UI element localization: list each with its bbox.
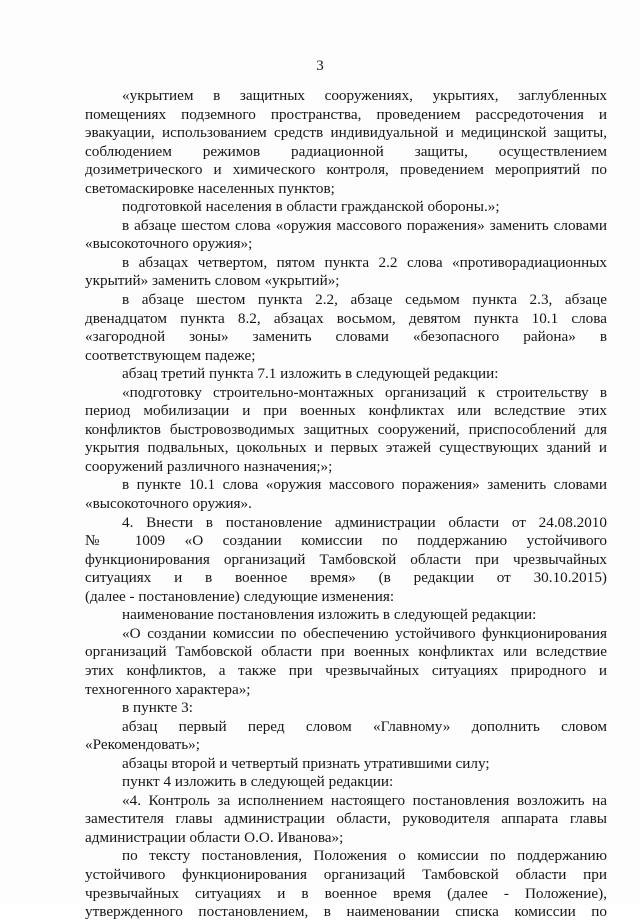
text-line: соблюдением режимов радиационной защиты, осуществлением <box>85 142 607 160</box>
text-line: «О создании комиссии по обеспечению устойчивого функционирования <box>122 624 607 642</box>
text-line: утвержденного постановлением, в наименовании списка комиссии по <box>85 903 607 921</box>
text-line: администрации области О.О. Иванова»; <box>85 828 344 846</box>
text-line: укрытий» заменить словом «укрытий»; <box>85 272 340 290</box>
text-line: этих конфликтов, а также при чрезвычайных ситуациях природного и <box>85 661 607 679</box>
text-line: в пункте 10.1 слова «оружия массового поражения» заменить словами <box>122 476 607 494</box>
text-line: дозиметрического и химического контроля, проведением мероприятий по <box>85 161 607 179</box>
text-line: «4. Контроль за исполнением настоящего постановления возложить на <box>122 791 607 809</box>
text-line: функционирования организаций Тамбовской области при чрезвычайных <box>85 550 607 568</box>
text-line: в абзаце шестом слова «оружия массового поражения» заменить словами <box>122 216 607 234</box>
text-line: период мобилизации и при военных конфликтах или вследствие этих <box>85 402 607 420</box>
text-line: сооружений различного назначения;»; <box>85 457 333 475</box>
text-line: устойчивого функционирования организаций Тамбовской области при <box>85 865 607 883</box>
text-line: «высокоточного оружия»; <box>85 235 253 253</box>
text-line: светомаскировке населенных пунктов; <box>85 179 335 197</box>
text-line: абзацы второй и четвертый признать утратившими силу; <box>122 754 490 772</box>
text-line: «высокоточного оружия». <box>85 495 252 513</box>
text-line: пункт 4 изложить в следующей редакции: <box>122 773 394 791</box>
text-line: «укрытием в защитных сооружениях, укрытиях, заглубленных <box>122 87 607 104</box>
text-line: «подготовку строительно-монтажных организаций к строительству в <box>122 383 607 401</box>
text-line: «Рекомендовать»; <box>85 736 200 754</box>
text-line: 4. Внести в постановление администрации области от 24.08.2010 <box>122 513 607 531</box>
text-line: наименование постановления изложить в следующей редакции: <box>122 606 537 624</box>
text-line: ситуациях и в военное время» (в редакции от 30.10.2015) <box>85 569 607 587</box>
text-line: конфликтов быстровозводимых защитных сооружений, приспособлений для <box>85 420 607 438</box>
text-line: в пункте 3: <box>122 699 193 717</box>
text-line: двенадцатом пункта 8.2, абзацах восьмом, девятом пункта 10.1 слова <box>85 309 607 327</box>
text-line: техногенного характера»; <box>85 680 251 698</box>
text-line: по тексту постановления, Положения о комиссии по поддержанию <box>122 847 607 865</box>
text-line: соответствующем падеже; <box>85 346 256 364</box>
text-line: заместителя главы администрации области, руководителя аппарата главы <box>85 810 607 828</box>
text-line: укрытия подвальных, цокольных и первых этажей существующих зданий и <box>85 439 607 457</box>
text-line: подготовкой населения в области гражданской обороны.»; <box>122 198 500 216</box>
document-body <box>85 87 607 922</box>
text-line: абзац первый перед словом «Главному» дополнить словом <box>122 717 607 735</box>
text-line: эвакуации, использованием средств индивидуальной и медицинской защиты, <box>85 124 607 142</box>
text-line: организаций Тамбовской области при военных конфликтах или вследствие <box>85 643 607 661</box>
text-line: «загородной зоны» заменить словами «безопасного района» в <box>85 328 607 346</box>
page-number: 3 <box>316 58 324 74</box>
text-line: чрезвычайных ситуациях и в военное время (далее - Положение), <box>85 884 607 902</box>
text-line: абзац третий пункта 7.1 изложить в следующей редакции: <box>122 365 499 383</box>
text-line: помещениях подземного пространства, проведением рассредоточения и <box>85 105 607 123</box>
text-line: в абзацах четвертом, пятом пункта 2.2 слова «противорадиационных <box>122 253 607 271</box>
text-line: (далее - постановление) следующие изменения: <box>85 587 395 605</box>
text-line: № 1009 «О создании комиссии по поддержанию устойчивого <box>85 532 607 550</box>
text-line: в абзаце шестом пункта 2.2, абзаце седьмом пункта 2.3, абзаце <box>122 291 607 309</box>
